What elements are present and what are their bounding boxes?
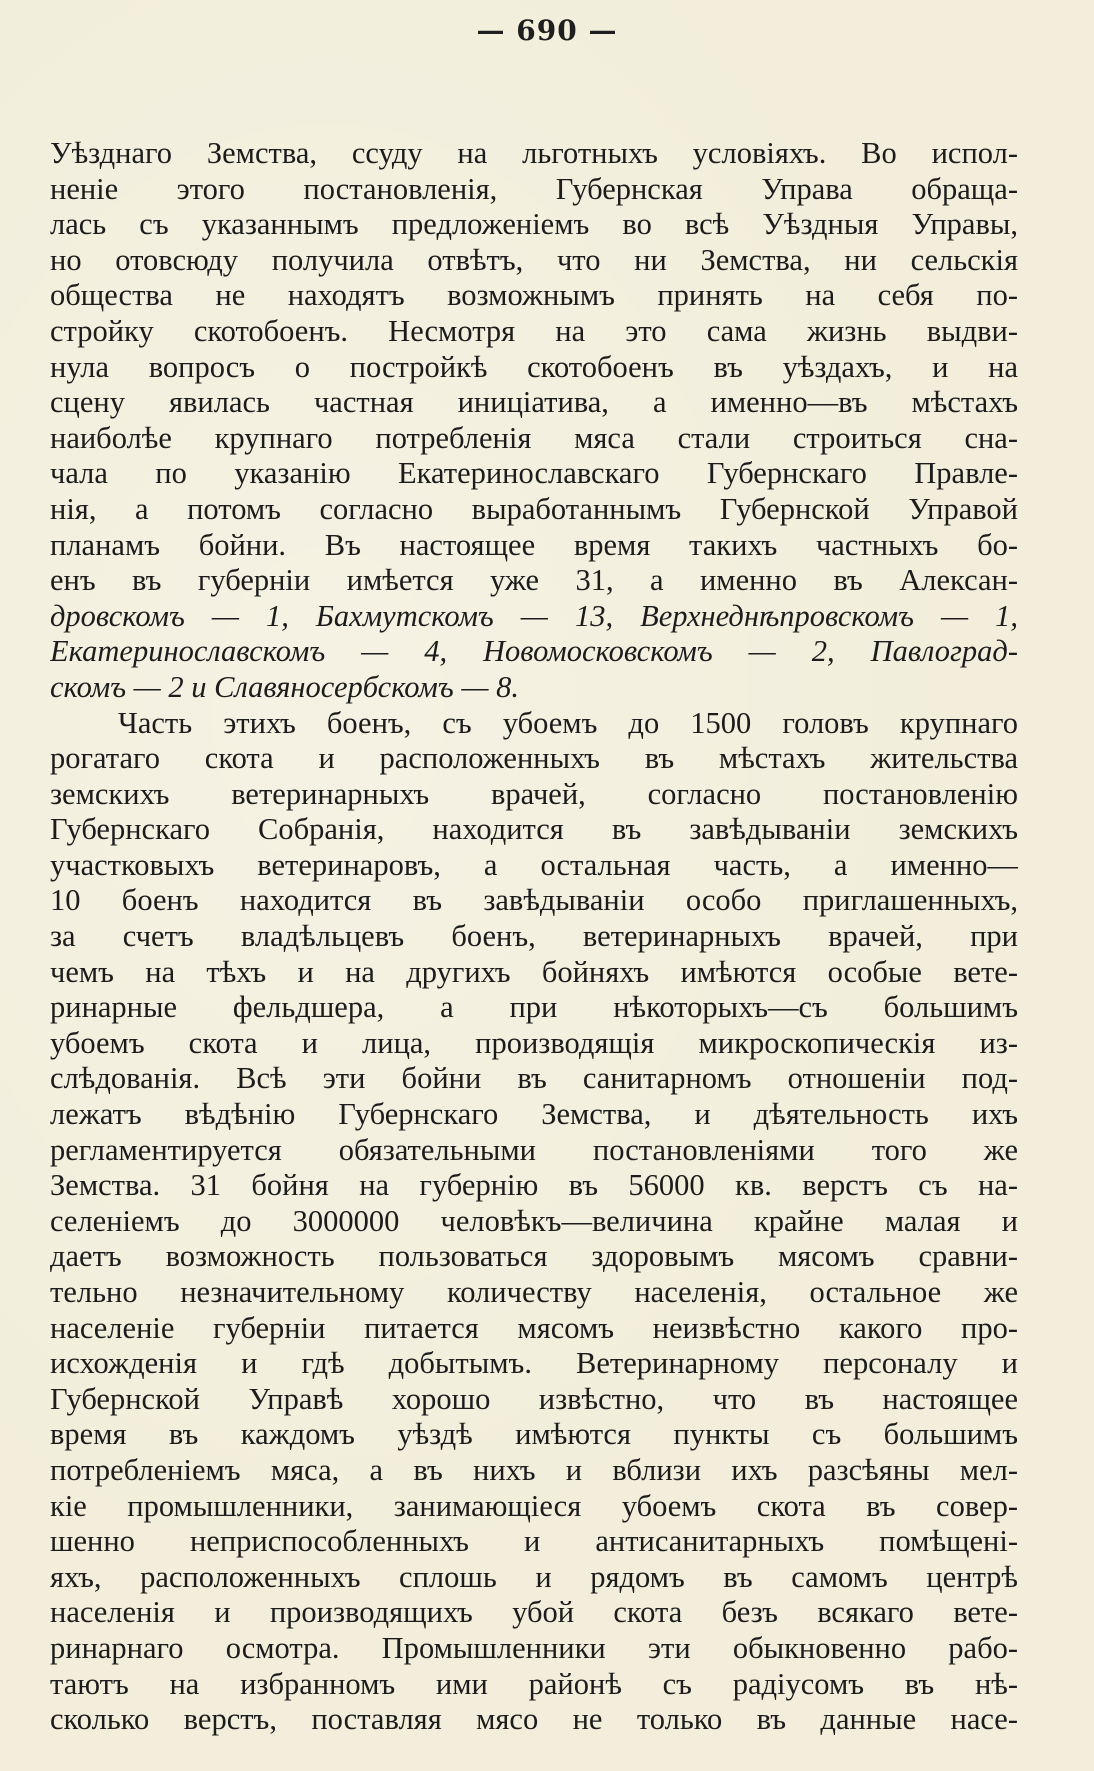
- text-line: общества не находятъ возможнымъ принять на себя по-: [50, 278, 1018, 313]
- text-line: регламентируется обязательными постановленіями того же: [50, 1132, 1018, 1167]
- text-line: шенно неприспособленныхъ и антисанитарныхъ помѣщені-: [50, 1524, 1018, 1559]
- text-line: кіе промышленники, занимающіеся убоемъ скота въ совер-: [50, 1488, 1018, 1523]
- text-line: земскихъ ветеринарныхъ врачей, согласно постановленію: [50, 776, 1018, 811]
- text-line: Губернской Управѣ хорошо извѣстно, что въ настоящее: [50, 1381, 1018, 1416]
- text-line-italic: Екатеринославскомъ — 4, Новомосковскомъ — 2, Павлоград-: [50, 634, 1018, 669]
- text-line: время въ каждомъ уѣздѣ имѣются пункты съ большимъ: [50, 1417, 1018, 1452]
- text-line: Земства. 31 бойня на губернію въ 56000 кв. верстъ съ на-: [50, 1168, 1018, 1203]
- text-line: но отовсюду получила отвѣтъ, что ни Земства, ни сельскія: [50, 242, 1018, 277]
- text-line: населенія и производящихъ убой скота безъ всякаго вете-: [50, 1595, 1018, 1630]
- text-line: нія, а потомъ согласно выработаннымъ Губернской Управой: [50, 491, 1018, 526]
- text-line: даетъ возможность пользоваться здоровымъ мясомъ сравни-: [50, 1239, 1018, 1274]
- text-line: убоемъ скота и лица, производящія микроскопическія из-: [50, 1025, 1018, 1060]
- text-line: Часть этихъ боенъ, съ убоемъ до 1500 головъ крупнаго: [118, 705, 1018, 740]
- text-line: стройку скотобоенъ. Несмотря на это сама жизнь выдви-: [50, 313, 1018, 348]
- text-line: нула вопросъ о постройкѣ скотобоенъ въ уѣздахъ, и на: [50, 349, 1018, 384]
- text-line: таютъ на избранномъ ими районѣ съ радіусомъ въ нѣ-: [50, 1666, 1018, 1701]
- text-line: Уѣзднаго Земства, ссуду на льготныхъ условіяхъ. Во испол-: [50, 136, 1018, 170]
- text-line-italic: скомъ — 2 и Славяносербскомъ — 8.: [50, 669, 519, 704]
- text-line: ринарнаго осмотра. Промышленники эти обыкновенно рабо-: [50, 1630, 1018, 1665]
- text-line: яхъ, расположенныхъ сплошь и рядомъ въ самомъ центрѣ: [50, 1559, 1018, 1594]
- text-line: енъ въ губерніи имѣется уже 31, а именно въ Алексан-: [50, 563, 1018, 598]
- text-line: чала по указанію Екатеринославскаго Губернскаго Правле-: [50, 456, 1018, 491]
- text-line: планамъ бойни. Въ настоящее время такихъ частныхъ бо-: [50, 527, 1018, 562]
- paragraph-2: [50, 706, 1018, 1738]
- text-line: чемъ на тѣхъ и на другихъ бойняхъ имѣются особые вете-: [50, 954, 1018, 989]
- text-line: селеніемъ до 3000000 человѣкъ—величина крайне малая и: [50, 1203, 1018, 1238]
- text-line-italic: дровскомъ — 1, Бахмутскомъ — 13, Верхнеднѣпровскомъ — 1,: [50, 598, 1018, 633]
- text-line: потребленіемъ мяса, а въ нихъ и вблизи ихъ разсѣяны мел-: [50, 1452, 1018, 1487]
- text-line: неніе этого постановленія, Губернская Управа обраща-: [50, 171, 1018, 206]
- text-line: 10 боенъ находится въ завѣдываніи особо приглашенныхъ,: [50, 883, 1018, 918]
- text-line: исхожденія и гдѣ добытымъ. Ветеринарному персоналу и: [50, 1346, 1018, 1381]
- page-number: — 690 —: [476, 14, 618, 47]
- text-line: лась съ указаннымъ предложеніемъ во всѣ Уѣздныя Управы,: [50, 207, 1018, 242]
- text-line: за счетъ владѣльцевъ боенъ, ветеринарныхъ врачей, при: [50, 919, 1018, 954]
- text-line: ринарные фельдшера, а при нѣкоторыхъ—съ большимъ: [50, 990, 1018, 1025]
- text-line: населеніе губерніи питается мясомъ неизвѣстно какого про-: [50, 1310, 1018, 1345]
- text-line: слѣдованія. Всѣ эти бойни въ санитарномъ отношеніи под-: [50, 1061, 1018, 1096]
- text-line: сколько верстъ, поставляя мясо не только въ данные насе-: [50, 1702, 1018, 1737]
- body-text: [50, 136, 1018, 1738]
- text-line: лежатъ вѣдѣнію Губернскаго Земства, и дѣятельность ихъ: [50, 1097, 1018, 1132]
- text-line: наиболѣе крупнаго потребленія мяса стали строиться сна-: [50, 420, 1018, 455]
- text-line: сцену явилась частная иниціатива, а именно—въ мѣстахъ: [50, 385, 1018, 420]
- text-line: Губернскаго Собранія, находится въ завѣдываніи земскихъ: [50, 812, 1018, 847]
- text-line: участковыхъ ветеринаровъ, а остальная часть, а именно—: [50, 847, 1018, 882]
- text-line: рогатаго скота и расположенныхъ въ мѣстахъ жительства: [50, 741, 1018, 776]
- paragraph-1: [50, 136, 1018, 706]
- text-line: тельно незначительному количеству населенія, остальное же: [50, 1275, 1018, 1309]
